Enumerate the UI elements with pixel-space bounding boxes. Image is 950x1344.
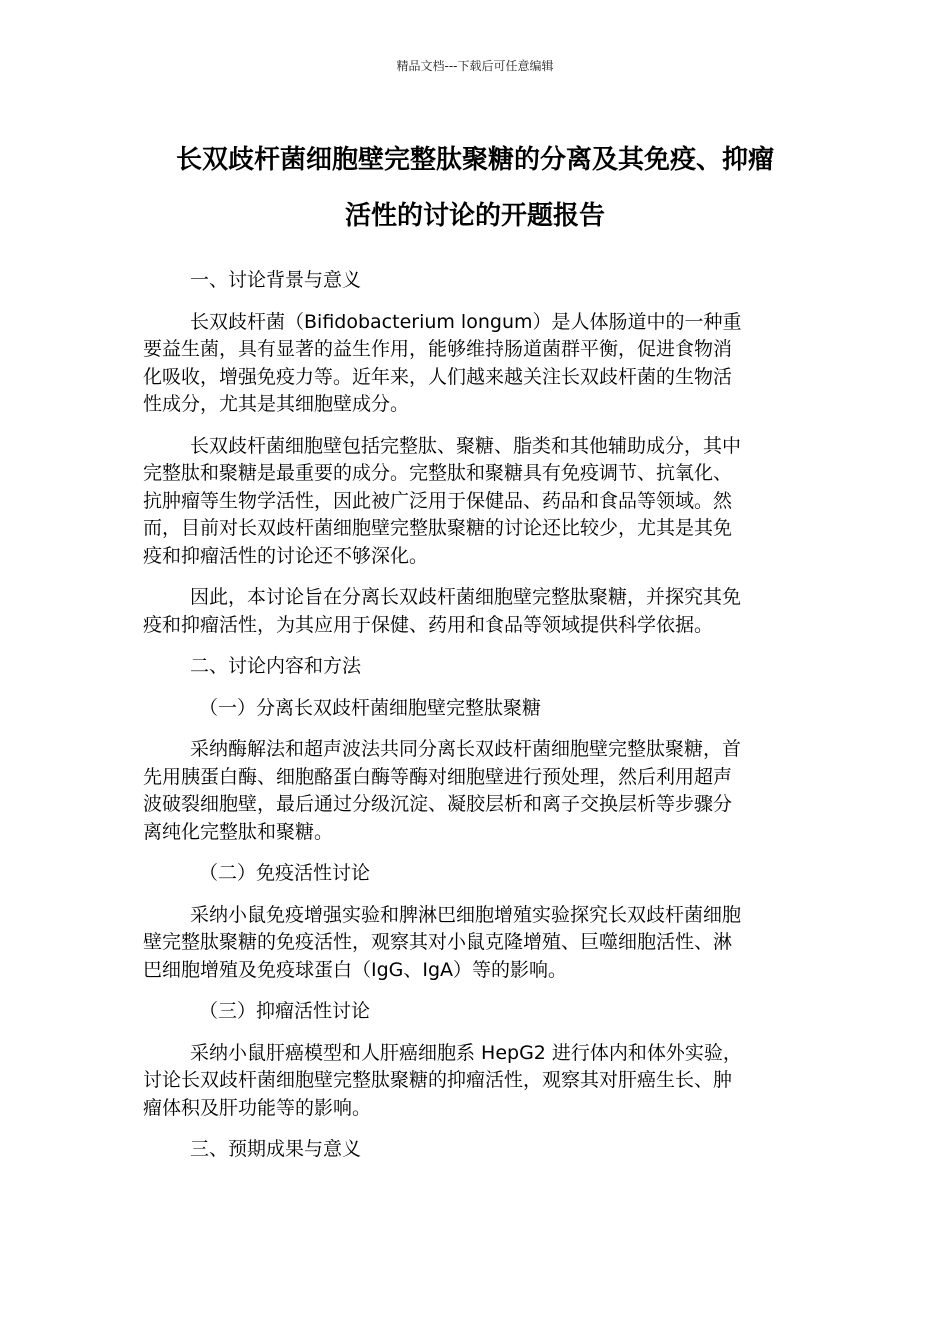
title-line-2: 活性的讨论的开题报告	[344, 201, 605, 231]
page-header: 精品文档---下载后可任意编辑	[396, 59, 554, 73]
paragraph-line: 离纯化完整肽和聚糖。	[143, 820, 334, 843]
subsection-heading-immune: （二）免疫活性讨论	[199, 862, 371, 884]
subsection-heading-antitumor: （三）抑瘤活性讨论	[199, 1000, 371, 1022]
paragraph-line: 瘤体积及肝功能等的影响。	[143, 1096, 372, 1119]
paragraph-line: 讨论长双歧杆菌细胞壁完整肽聚糖的抑瘤活性，观察其对肝癌生长、肿	[143, 1069, 733, 1091]
section-heading-background: 一、讨论背景与意义	[190, 269, 362, 291]
paragraph-line: 采纳小鼠肝癌模型和人肝癌细胞系 HepG2 进行体内和体外实验，	[190, 1041, 742, 1064]
paragraph-cell-wall	[143, 433, 793, 571]
paragraph-line: 巴细胞增殖及免疫球蛋白（IgG、IgA）等的影响。	[143, 958, 568, 981]
paragraph-line: 先用胰蛋白酶、细胞酪蛋白酶等酶对细胞壁进行预处理，然后利用超声	[143, 765, 733, 788]
document-body	[143, 267, 793, 1164]
paragraph-intro	[143, 309, 793, 419]
paragraph-line: 疫和抑瘤活性，为其应用于保健、药用和食品等领域提供科学依据。	[143, 613, 714, 636]
title-line-1: 长双歧杆菌细胞壁完整肽聚糖的分离及其免疫、抑瘤	[175, 145, 774, 175]
paragraph-line: 波破裂细胞壁，最后通过分级沉淀、凝胶层析和离子交换层析等步骤分	[143, 793, 733, 815]
paragraph-line: 因此，本讨论旨在分离长双歧杆菌细胞壁完整肽聚糖，并探究其免	[190, 586, 742, 608]
paragraph-antitumor	[143, 1040, 793, 1123]
paragraph-immune	[143, 902, 793, 985]
document-title	[143, 132, 807, 244]
paragraph-separation	[143, 736, 793, 846]
paragraph-line: 疫和抑瘤活性的讨论还不够深化。	[143, 544, 429, 567]
paragraph-line: 采纳酶解法和超声波法共同分离长双歧杆菌细胞壁完整肽聚糖，首	[190, 738, 742, 760]
paragraph-line: 抗肿瘤等生物学活性，因此被广泛用于保健品、药品和食品等领域。然	[143, 489, 733, 512]
section-heading-methods: 二、讨论内容和方法	[190, 655, 362, 677]
paragraph-line: 要益生菌，具有显著的益生作用，能够维持肠道菌群平衡，促进食物消	[143, 338, 733, 360]
section-heading-outcomes: 三、预期成果与意义	[190, 1138, 362, 1160]
paragraph-line: 性成分，尤其是其细胞壁成分。	[143, 393, 410, 415]
paragraph-line: 化吸收，增强免疫力等。近年来，人们越来越关注长双歧杆菌的生物活	[143, 365, 733, 388]
paragraph-line: 长双歧杆菌（Bifidobacterium longum）是人体肠道中的一种重	[190, 310, 742, 333]
paragraph-line: 长双歧杆菌细胞壁包括完整肽、聚糖、脂类和其他辅助成分，其中	[190, 434, 742, 457]
paragraph-line: 完整肽和聚糖是最重要的成分。完整肽和聚糖具有免疫调节、抗氧化、	[143, 462, 733, 484]
paragraph-line: 采纳小鼠免疫增强实验和脾淋巴细胞增殖实验探究长双歧杆菌细胞	[190, 903, 742, 926]
paragraph-line: 而，目前对长双歧杆菌细胞壁完整肽聚糖的讨论还比较少，尤其是其免	[143, 517, 733, 539]
paragraph-line: 壁完整肽聚糖的免疫活性，观察其对小鼠克隆增殖、巨噬细胞活性、淋	[143, 931, 733, 953]
paragraph-purpose	[143, 584, 793, 639]
subsection-heading-separation: （一）分离长双歧杆菌细胞壁完整肽聚糖	[199, 696, 542, 719]
